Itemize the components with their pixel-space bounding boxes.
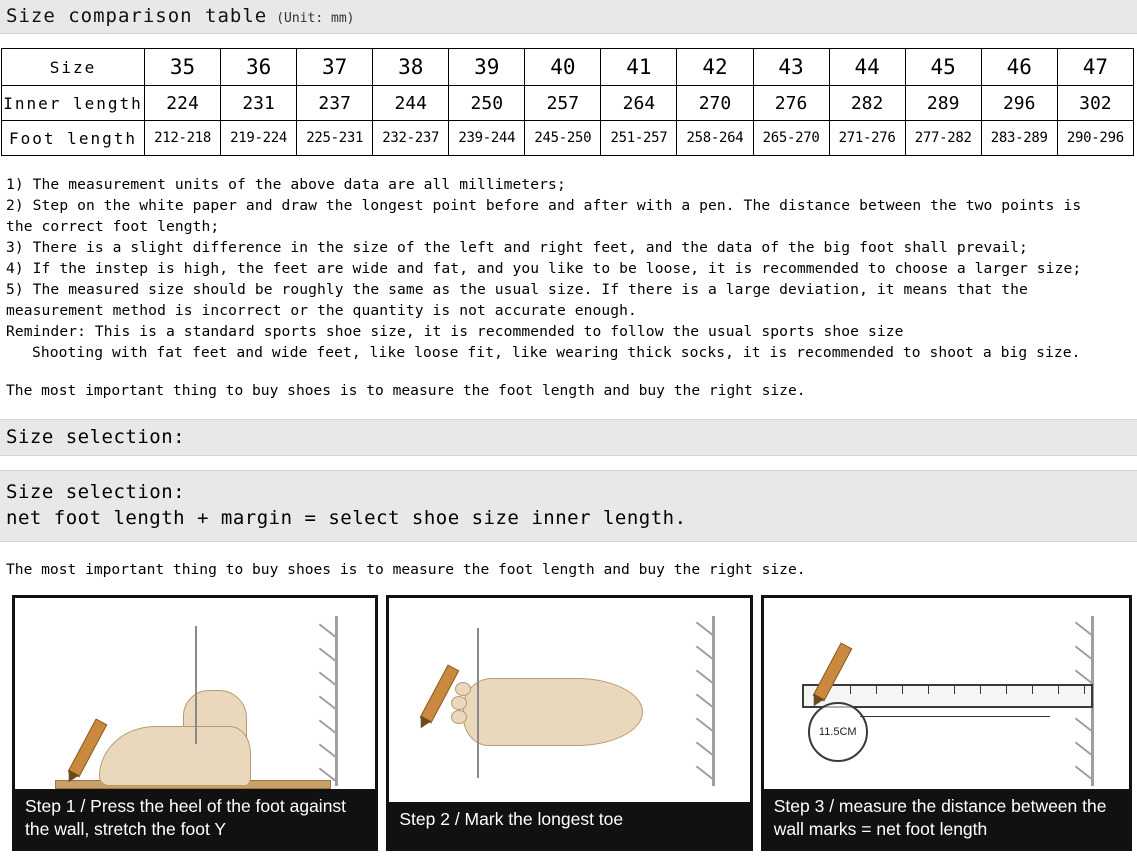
- table-cell-foot-length: 232-237: [373, 121, 449, 156]
- table-cell-inner-length: 257: [525, 86, 601, 121]
- table-cell-inner-length: 276: [753, 86, 829, 121]
- table-cell-inner-length: 289: [905, 86, 981, 121]
- table-cell-inner-length: 244: [373, 86, 449, 121]
- table-cell-inner-length: 296: [981, 86, 1057, 121]
- size-selection-bar: [0, 419, 1137, 456]
- page-title: Size comparison table: [6, 5, 268, 27]
- table-row-foot-length: [2, 121, 1134, 156]
- table-cell-inner-length: 302: [1057, 86, 1133, 121]
- table-cell-foot-length: 265-270: [753, 121, 829, 156]
- table-cell-inner-length: 237: [297, 86, 373, 121]
- table-cell-foot-length: 225-231: [297, 121, 373, 156]
- size-selection-block: [0, 470, 1137, 542]
- size-selection-block-line2: net foot length + margin = select shoe size inner length.: [6, 507, 687, 529]
- step-3-card: [761, 595, 1132, 851]
- table-cell-foot-length: 251-257: [601, 121, 677, 156]
- table-cell-inner-length: 282: [829, 86, 905, 121]
- table-cell-size: 35: [145, 49, 221, 86]
- foot-shape: [99, 726, 251, 786]
- table-cell-inner-length: 231: [221, 86, 297, 121]
- table-cell-foot-length: 212-218: [145, 121, 221, 156]
- table-cell-foot-length: 271-276: [829, 121, 905, 156]
- table-row-inner-length: [2, 86, 1134, 121]
- note-5: 5) The measured size should be roughly the same as the usual size. If there is a large deviation, it means that the: [6, 281, 1028, 298]
- table-cell-size: 36: [221, 49, 297, 86]
- table-cell-size: 43: [753, 49, 829, 86]
- measure-arrow: [860, 716, 1050, 717]
- table-cell-size: 46: [981, 49, 1057, 86]
- page-header: [0, 0, 1137, 34]
- row-header-size: Size: [2, 49, 145, 86]
- note-4: 4) If the instep is high, the feet are wide and fat, and you like to be loose, it is recommended to choose a larger size;: [6, 260, 1082, 277]
- size-table-wrapper: [0, 34, 1137, 156]
- row-header-inner-length: Inner length: [2, 86, 145, 121]
- notes-list: [0, 156, 1137, 363]
- table-cell-size: 38: [373, 49, 449, 86]
- table-cell-size: 47: [1057, 49, 1133, 86]
- step-2-caption: Step 2 / Mark the longest toe: [389, 802, 749, 848]
- table-cell-inner-length: 250: [449, 86, 525, 121]
- table-cell-foot-length: 283-289: [981, 121, 1057, 156]
- table-cell-foot-length: 290-296: [1057, 121, 1133, 156]
- step-1-caption: Step 1 / Press the heel of the foot against the wall, stretch the foot Y: [15, 789, 375, 848]
- measure-value-badge: 11.5CM: [808, 702, 868, 762]
- wall-icon: [321, 616, 347, 786]
- wall-icon: [698, 616, 724, 786]
- table-cell-size: 41: [601, 49, 677, 86]
- step-1-card: [12, 595, 378, 851]
- table-cell-size: 42: [677, 49, 753, 86]
- table-cell-size: 45: [905, 49, 981, 86]
- table-cell-foot-length: 219-224: [221, 121, 297, 156]
- important-note-2: The most important thing to buy shoes is to measure the foot length and buy the right size.: [6, 561, 806, 578]
- table-cell-foot-length: 239-244: [449, 121, 525, 156]
- important-note-1: The most important thing to buy shoes is to measure the foot length and buy the right size.: [6, 382, 806, 399]
- table-cell-size: 44: [829, 49, 905, 86]
- table-cell-inner-length: 224: [145, 86, 221, 121]
- note-reminder-2: Shooting with fat feet and wide feet, like loose fit, like wearing thick socks, it is recommended to shoot a big size.: [32, 344, 1081, 361]
- table-row-size: [2, 49, 1134, 86]
- foot-shape-top: [463, 678, 643, 746]
- step-2-card: [386, 595, 752, 851]
- size-selection-bar-title: Size selection:: [6, 426, 186, 448]
- step-3-caption: Step 3 / measure the distance between the wall marks = net foot length: [764, 789, 1129, 848]
- table-cell-inner-length: 264: [601, 86, 677, 121]
- note-3: 3) There is a slight difference in the size of the left and right feet, and the data of the big foot shall prevail;: [6, 239, 1028, 256]
- table-cell-foot-length: 258-264: [677, 121, 753, 156]
- note-1: 1) The measurement units of the above data are all millimeters;: [6, 176, 566, 193]
- note-2: 2) Step on the white paper and draw the longest point before and after with a pen. The distance between the two points is: [6, 197, 1082, 214]
- steps-gallery: [0, 580, 1137, 851]
- table-cell-size: 39: [449, 49, 525, 86]
- unit-label: (Unit: mm): [276, 11, 355, 26]
- note-2-cont: the correct foot length;: [6, 218, 220, 235]
- table-cell-size: 37: [297, 49, 373, 86]
- note-5-cont: measurement method is incorrect or the quantity is not accurate enough.: [6, 302, 637, 319]
- measuring-rod-icon: [195, 626, 197, 744]
- note-reminder: Reminder: This is a standard sports shoe size, it is recommended to follow the usual sports shoe size: [6, 323, 904, 340]
- table-cell-foot-length: 277-282: [905, 121, 981, 156]
- table-cell-foot-length: 245-250: [525, 121, 601, 156]
- size-comparison-table: [1, 48, 1134, 156]
- size-selection-block-line1: Size selection:: [6, 481, 186, 503]
- table-cell-size: 40: [525, 49, 601, 86]
- measuring-rod-icon: [477, 628, 479, 778]
- row-header-foot-length: Foot length: [2, 121, 145, 156]
- table-cell-inner-length: 270: [677, 86, 753, 121]
